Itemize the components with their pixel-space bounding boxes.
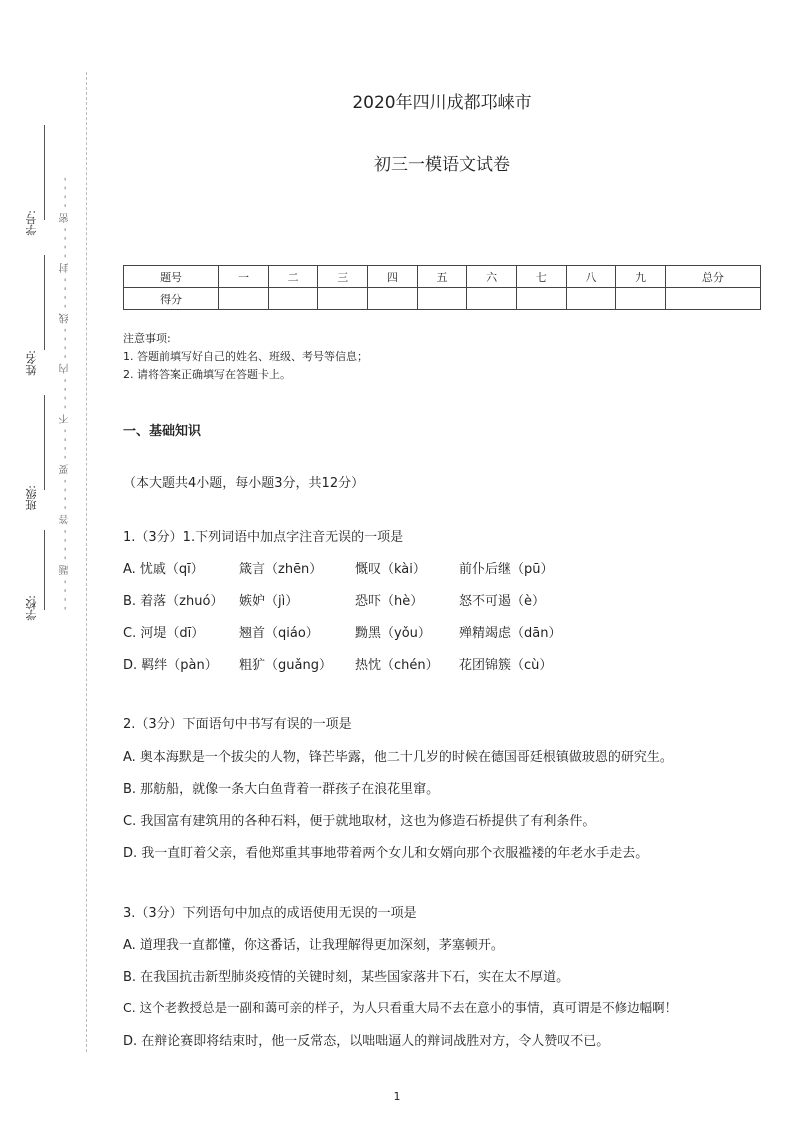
option-item: 怒不可遏（è） — [459, 594, 545, 609]
table-cell: 六 — [467, 266, 517, 288]
option-item: 粗犷（guǎng） — [239, 658, 332, 673]
class-line — [44, 395, 45, 490]
table-cell: 总分 — [665, 266, 760, 288]
question-2-stem: 2.（3分）下面语句中书写有误的一项是 — [123, 717, 352, 732]
option-item: D. 羁绊（pàn） — [123, 658, 218, 673]
page-number: 1 — [393, 1090, 401, 1103]
question-3-option-b: B. 在我国抗击新型肺炎疫情的关键时刻，某些国家落井下石，实在太不厚道。 — [123, 970, 570, 985]
table-cell: 八 — [566, 266, 616, 288]
option-item: 慨叹（kài） — [355, 562, 426, 577]
score-cell — [566, 288, 616, 310]
table-cell: 五 — [417, 266, 467, 288]
school-label: 学校: — [25, 595, 38, 621]
score-cell — [368, 288, 418, 310]
question-1-stem: 1.（3分）1.下列词语中加点字注音无误的一项是 — [123, 530, 404, 545]
question-2-option-c: C. 我国富有建筑用的各种石料，便于就地取材，这也为修造石桥提供了有利条件。 — [123, 814, 596, 829]
score-cell — [467, 288, 517, 310]
question-2-option-d: D. 我一直盯着父亲，看他郑重其事地带着两个女儿和女婿向那个衣服褴褛的年老水手走去。 — [123, 846, 649, 861]
option-item: 殚精竭虑（dān） — [459, 626, 562, 641]
option-item: 翘首（qiáo） — [239, 626, 319, 641]
binding-dashed-line — [86, 72, 87, 1052]
score-cell — [219, 288, 269, 310]
question-3-option-a: A. 道理我一直都懂，你这番话，让我理解得更加深刻，茅塞顿开。 — [123, 938, 504, 953]
option-item: 箴言（zhēn） — [239, 562, 323, 577]
option-item: C. 河堤（dī） — [123, 626, 205, 641]
score-cell — [268, 288, 318, 310]
question-2-option-b: B. 那舫船，就像一条大白鱼背着一群孩子在浪花里窜。 — [123, 782, 440, 797]
table-cell: 二 — [268, 266, 318, 288]
score-table-header-row — [124, 266, 761, 288]
exam-title-line1: 2020年四川成都邛崃市 — [352, 93, 532, 113]
table-cell: 三 — [318, 266, 368, 288]
table-cell: 九 — [616, 266, 666, 288]
exam-notes — [123, 330, 368, 384]
notes-heading: 注意事项: — [123, 332, 171, 345]
table-cell: 七 — [516, 266, 566, 288]
score-cell — [318, 288, 368, 310]
option-item: 花团锦簇（cù） — [459, 658, 553, 673]
score-cell — [417, 288, 467, 310]
question-2-option-a: A. 奥本海默是一个拔尖的人物，锋芒毕露，他二十几岁的时候在德国哥廷根镇做玻恩的研究生。 — [123, 750, 673, 765]
question-3-stem: 3.（3分）下列语句中加点的成语使用无误的一项是 — [123, 906, 417, 921]
name-line — [44, 255, 45, 350]
option-item: 前仆后继（pū） — [459, 562, 554, 577]
option-item: 恐吓（hè） — [355, 594, 424, 609]
do-not-answer-note: - - - - 题 - - - - 答 - - - - 要 - - - - 不 - - - - 内 - - - - 线 - - - - 封 - - - - 密 - - - - — [60, 176, 71, 610]
table-cell: 题号 — [124, 266, 219, 288]
name-label: 姓名: — [25, 350, 38, 376]
notes-item: 2. 请将答案正确填写在答题卡上。 — [123, 368, 291, 381]
score-cell — [665, 288, 760, 310]
score-cell — [616, 288, 666, 310]
exam-title-line2: 初三一模语文试卷 — [374, 155, 510, 175]
option-item: 热忱（chén） — [355, 658, 439, 673]
option-item: A. 忧戚（qī） — [123, 562, 204, 577]
student-id-line — [44, 125, 45, 220]
section-subtitle: （本大题共4小题，每小题3分，共12分） — [123, 476, 365, 491]
table-cell: 一 — [219, 266, 269, 288]
question-3-option-c: C. 这个老教授总是一副和蔼可亲的样子，为人只看重大局不去在意小的事情，真可谓是不修边幅啊！ — [123, 1000, 678, 1015]
table-cell: 得分 — [124, 288, 219, 310]
school-line — [44, 530, 45, 610]
score-table-score-row — [124, 288, 761, 310]
score-table — [123, 265, 761, 310]
question-3-option-d: D. 在辩论赛即将结束时，他一反常态，以咄咄逼人的辩词战胜对方，令人赞叹不已。 — [123, 1034, 610, 1049]
class-label: 班级: — [25, 485, 38, 511]
table-cell: 四 — [368, 266, 418, 288]
option-item: 嫉妒（jì） — [239, 594, 299, 609]
option-item: 黝黑（yǒu） — [355, 626, 431, 641]
section-title: 一、基础知识 — [123, 424, 202, 439]
option-item: B. 着落（zhuó） — [123, 594, 224, 609]
student-id-label: 学号: — [25, 210, 38, 236]
score-cell — [516, 288, 566, 310]
notes-item: 1. 答题前填写好自己的姓名、班级、考号等信息； — [123, 350, 368, 363]
